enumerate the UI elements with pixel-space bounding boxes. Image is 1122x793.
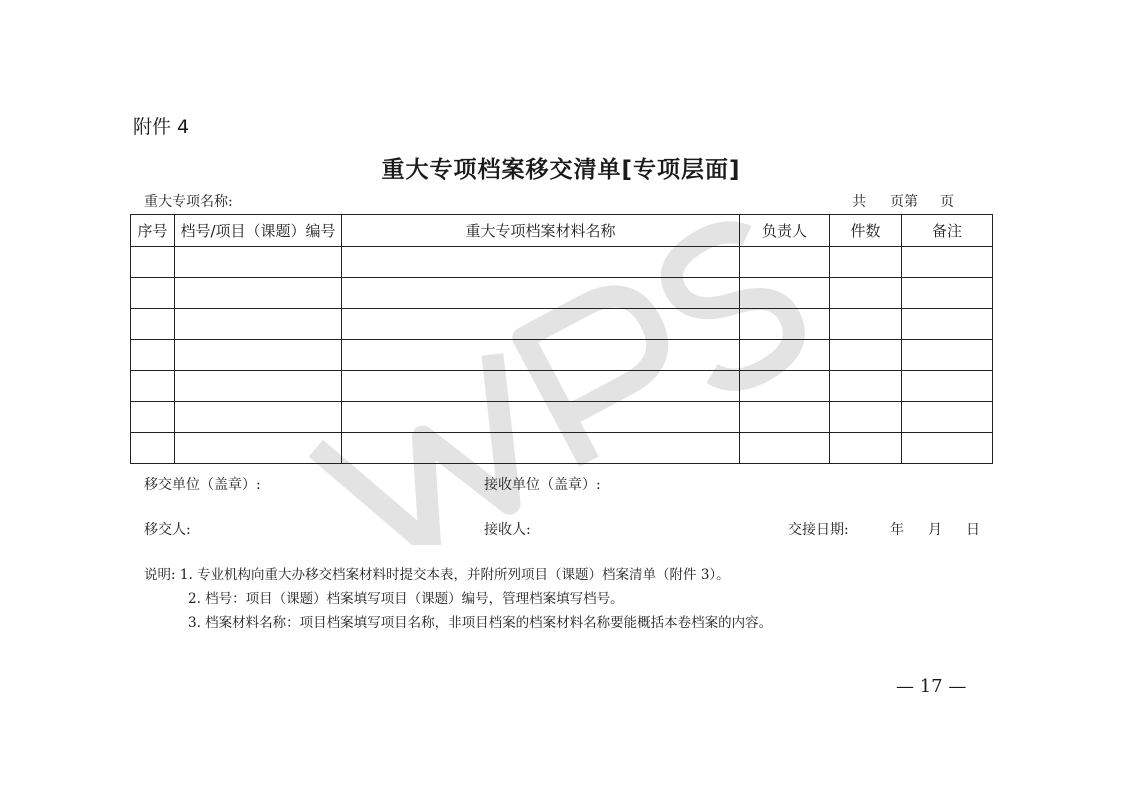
table-cell[interactable] xyxy=(902,278,993,309)
table-cell[interactable] xyxy=(342,309,740,340)
table-cell[interactable] xyxy=(175,278,342,309)
note-line xyxy=(144,587,772,611)
column-header: 备注 xyxy=(902,215,993,247)
table-cell[interactable] xyxy=(131,278,175,309)
table-cell[interactable] xyxy=(175,402,342,433)
table-row xyxy=(131,278,993,309)
table-cell[interactable] xyxy=(175,371,342,402)
table-cell[interactable] xyxy=(902,340,993,371)
handover-person-label: 移交人: xyxy=(144,522,191,538)
table-cell[interactable] xyxy=(902,247,993,278)
table-cell[interactable] xyxy=(342,247,740,278)
column-header: 档号/项目（课题）编号 xyxy=(175,215,342,247)
table-cell[interactable] xyxy=(131,433,175,464)
project-name-label: 重大专项名称: xyxy=(144,194,233,210)
table-cell[interactable] xyxy=(740,402,830,433)
table-body xyxy=(131,247,993,464)
date-day-label: 日 xyxy=(966,522,980,538)
table-cell[interactable] xyxy=(131,247,175,278)
table-cell[interactable] xyxy=(830,433,902,464)
page-number: — 17 — xyxy=(896,676,967,697)
handover-table xyxy=(130,214,993,464)
table-cell[interactable] xyxy=(131,402,175,433)
table-cell[interactable] xyxy=(902,433,993,464)
table-cell[interactable] xyxy=(740,309,830,340)
pages-end-label: 页 xyxy=(940,194,954,210)
table-row xyxy=(131,402,993,433)
table-cell[interactable] xyxy=(175,340,342,371)
attachment-label: 附件 4 xyxy=(133,116,190,138)
table-row xyxy=(131,340,993,371)
table-cell[interactable] xyxy=(740,433,830,464)
table-cell[interactable] xyxy=(740,371,830,402)
table-row xyxy=(131,371,993,402)
table-row xyxy=(131,433,993,464)
table-cell[interactable] xyxy=(830,309,902,340)
table-cell[interactable] xyxy=(131,309,175,340)
table-cell[interactable] xyxy=(902,309,993,340)
note-item: 3. 档案材料名称：项目档案填写项目名称，非项目档案的档案材料名称要能概括本卷档案的内容。 xyxy=(188,615,773,631)
table-cell[interactable] xyxy=(131,340,175,371)
receiver-label: 接收人: xyxy=(484,522,531,538)
table-cell[interactable] xyxy=(902,371,993,402)
handover-date-label: 交接日期: xyxy=(788,522,849,538)
page-count-label xyxy=(852,191,954,211)
pages-total-label: 共 xyxy=(852,194,866,210)
table-cell[interactable] xyxy=(175,309,342,340)
table-cell[interactable] xyxy=(830,278,902,309)
document-title: 重大专项档案移交清单[专项层面] xyxy=(381,157,741,183)
pages-page-label: 页第 xyxy=(890,194,918,210)
table-cell[interactable] xyxy=(342,371,740,402)
table-cell[interactable] xyxy=(342,340,740,371)
table-cell[interactable] xyxy=(175,247,342,278)
note-line xyxy=(144,563,772,587)
column-header: 序号 xyxy=(131,215,175,247)
receiving-unit-label: 接收单位（盖章）: xyxy=(484,477,601,493)
table-cell[interactable] xyxy=(740,278,830,309)
date-year-label: 年 xyxy=(890,522,904,538)
table-cell[interactable] xyxy=(830,247,902,278)
table-cell[interactable] xyxy=(740,340,830,371)
table-cell[interactable] xyxy=(830,371,902,402)
column-header: 件数 xyxy=(830,215,902,247)
handover-unit-label: 移交单位（盖章）: xyxy=(144,477,261,493)
column-header: 负责人 xyxy=(740,215,830,247)
table-cell[interactable] xyxy=(740,247,830,278)
note-item: 1. 专业机构向重大办移交档案材料时提交本表，并附所列项目（课题）档案清单（附件 3）。 xyxy=(179,567,730,583)
column-header: 重大专项档案材料名称 xyxy=(342,215,740,247)
notes-prefix: 说明: xyxy=(144,567,176,583)
table-cell[interactable] xyxy=(342,433,740,464)
table-cell[interactable] xyxy=(830,402,902,433)
table-cell[interactable] xyxy=(342,402,740,433)
table-row xyxy=(131,309,993,340)
table-cell[interactable] xyxy=(175,433,342,464)
table-header-row xyxy=(131,215,993,247)
table-cell[interactable] xyxy=(830,340,902,371)
note-line xyxy=(144,611,772,635)
note-item: 2. 档号：项目（课题）档案填写项目（课题）编号，管理档案填写档号。 xyxy=(188,591,624,607)
table-cell[interactable] xyxy=(902,402,993,433)
table-cell[interactable] xyxy=(342,278,740,309)
table-cell[interactable] xyxy=(131,371,175,402)
date-month-label: 月 xyxy=(928,522,942,538)
notes-section xyxy=(144,563,772,635)
table-row xyxy=(131,247,993,278)
